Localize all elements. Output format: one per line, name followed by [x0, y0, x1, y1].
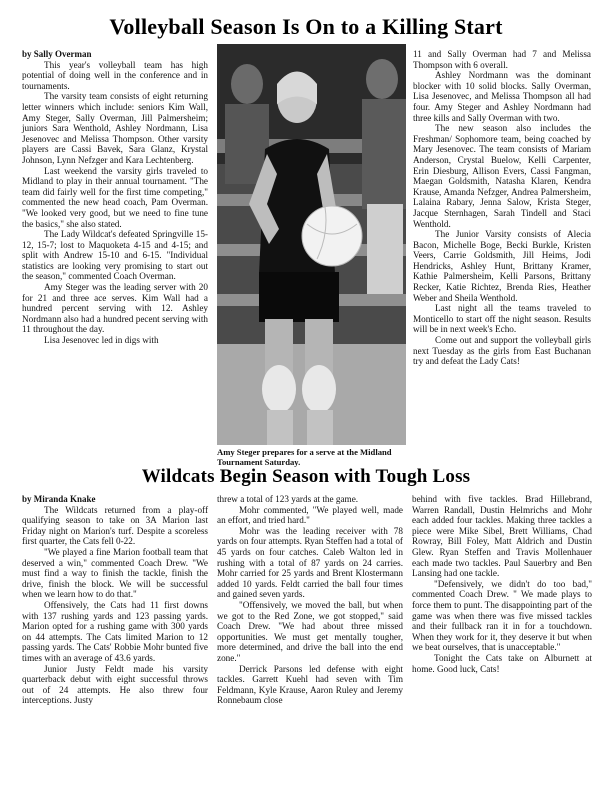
- paragraph: The Junior Varsity consists of Alecia Bacon, Michelle Boge, Becki Burkle, Kristen Veers, Carrie Goldsmith, Jill Heims, Jodi Hendricks, Ashley Hunt, Brittany Kramer, Kathie Palmersheim, Kelli Parsons, Brittany Recker, Katie Richtez, Brenda Ries, Heather Weber and Sheila Wenthold.: [413, 229, 591, 303]
- paragraph: The new season also includes the Freshman/ Sophomore team, being coached by Mary Jesenovec. The team consists of Mariam Anderson, Crystal Buelow, Kelli Carpenter, Erin Diesburg, Allison Evers, Cassi Fangman, Maegan Goldsmith, Natasha Klaren, Kendra Krause, Amanda Nefzger, Andrea Palmersheim, Lalaina Rabary, Jenna Salow, Krista Steger, Jacque Sternhagen, Sarah Tindell and Staci Wenthold.: [413, 123, 591, 229]
- paragraph: threw a total of 123 yards at the game.: [217, 494, 359, 504]
- paragraph: Last weekend the varsity girls traveled to Midland to play in their annual tournament. "The team did fairly well for the first time competing," commented the new head coach, Pam Overman. "We looked very good, but we need to fine tune the basics," she also stated.: [22, 165, 208, 229]
- paragraph: Offensively, the Cats had 11 first downs with 137 rushing yards and 123 passing yards. Marion opted for a rushing game with 300 yards on 44 attempts. The Cats limited Marion to 12 passing yards. The Cats' Robbie Mohr bunted five times with an average of 43.6 yards.: [22, 599, 208, 663]
- photo-caption: Amy Steger prepares for a serve at the Midland Tournament Saturday.: [217, 447, 392, 467]
- paragraph: "Offensively, we moved the ball, but when we got to the Red Zone, we got stopped," said Coach Drew. "We had about three missed opportunities. We must get mentally tougher, more determined, and drive the ball into the end zone.": [217, 599, 403, 663]
- paragraph: "We played a fine Marion football team that deserved a win," commented Coach Drew. "We must find a way to finish the tackle, finish the drive, finish the block. We will be successful when we learn how to do that.": [22, 546, 208, 600]
- paragraph: The Wildcats returned from a play-off qualifying season to take on 3A Marion last Friday night on Marion's turf. Despite a scoreless first quarter, the Cats fell 0-22.: [22, 504, 208, 547]
- paragraph: Amy Steger was the leading server with 20 for 21 and three ace serves. Kim Wall had a hundred percent serving with 12. Ashley Nordmann also had a hundred pecent serving with 11 throughout the day.: [22, 282, 208, 335]
- paragraph: Derrick Parsons led defense with eight tackles. Garrett Kuehl had seven with Tim Feldmann, Kyle Krause, Aaron Ruley and Jeremy Ronnebaum close: [217, 663, 403, 706]
- paragraph: "Defensively, we didn't do too bad," commented Coach Drew. " We made plays to force them to punt. The disappointing part of the game was when there was five missed tackles and their fullback ran it in for a touchdown. When they work for it, they deserve it but when we beat ourselves, that is unacceptable.": [412, 578, 592, 653]
- paragraph: The Lady Wildcat's defeated Springville 15-12, 15-7; lost to Maquoketa 4-15 and 4-15; and split with Andrew 15-10 and 6-15. "Individual statistics are looking very promising to start out the season," commented Coach Overman.: [22, 229, 208, 282]
- football-column-3: [412, 494, 592, 674]
- paragraph: This year's volleyball team has high potential of doing well in the conference and in tournaments.: [22, 59, 208, 91]
- volleyball-byline: by Sally Overman: [22, 49, 92, 59]
- paragraph: Lisa Jesenovec led in digs with: [44, 335, 159, 346]
- paragraph: 11 and Sally Overman had 7 and Melissa Thompson with 6 overall.: [413, 49, 591, 70]
- paragraph: Tonight the Cats take on Alburnett at home. Good luck, Cats!: [412, 652, 592, 674]
- paragraph: Mohr was the leading receiver with 78 yards on four attempts. Ryan Steffen had a total of 45 yards on four catches. Caleb Walton led in rushing with a total of 87 yards on 24 carries. Mohr carried for 25 yards and Brent Klostermann added 10 yards. Feldt carried the ball four times and gained seven yards.: [217, 525, 403, 600]
- football-headline: Wildcats Begin Season with Tough Loss: [141, 466, 471, 487]
- volleyball-column-1: [22, 49, 208, 346]
- paragraph: Mohr commented, "We played well, made an effort, and tried hard.": [217, 504, 403, 526]
- football-byline: by Miranda Knake: [22, 494, 96, 504]
- volleyball-column-3: [413, 49, 591, 367]
- paragraph: The varsity team consists of eight returning letter winners which include: seniors Kim Wall, Amy Steger, Sally Overman, Jill Palmersheim; juniors Sara Wenthold, Ashley Nordmann, Lisa Jesenovec and Melissa Thompson. Other varsity players are Cassi Bavek, Sara Glanz, Krystal Johnson, Lynn Nefzger and Kara Lechtenberg.: [22, 91, 208, 165]
- paragraph: Come out and support the volleyball girls next Tuesday as the girls from East Buchanan try and defeat the Lady Cats!: [413, 335, 591, 367]
- volleyball-headline: Volleyball Season Is On to a Killing Start: [109, 14, 503, 39]
- paragraph: Ashley Nordmann was the dominant blocker with 10 solid blocks. Sally Overman, Lisa Jesenovec, and Melissa Thompson all had four. Amy Steger and Ashley Nordmann had three kills and Sally Overman with two.: [413, 70, 591, 123]
- paragraph: behind with five tackles. Brad Hillebrand, Warren Randall, Dustin Helmrichs and Mohr each added four tackles. Making three tackles a piece were Mike Sibel, Brett Williams, Chad Rowray, Bill Foley, Matt Aldrich and Dustin Glew. Ryan Steffen and Travis Mollenhauer each made two tackles. Paul Sauerbry and Ben Lansing had one tackle.: [412, 494, 592, 579]
- paragraph: Last night all the teams traveled to Monticello to start off the night season. Results will be in next week's Echo.: [413, 303, 591, 335]
- football-column-2: [217, 494, 403, 706]
- football-column-1: [22, 494, 208, 706]
- volleyball-player-photo: [217, 44, 406, 445]
- paragraph: Junior Justy Feldt made his varsity quarterback debut with eight successful throws out of 24 attempts. He also threw four interceptions. Justy: [22, 663, 208, 706]
